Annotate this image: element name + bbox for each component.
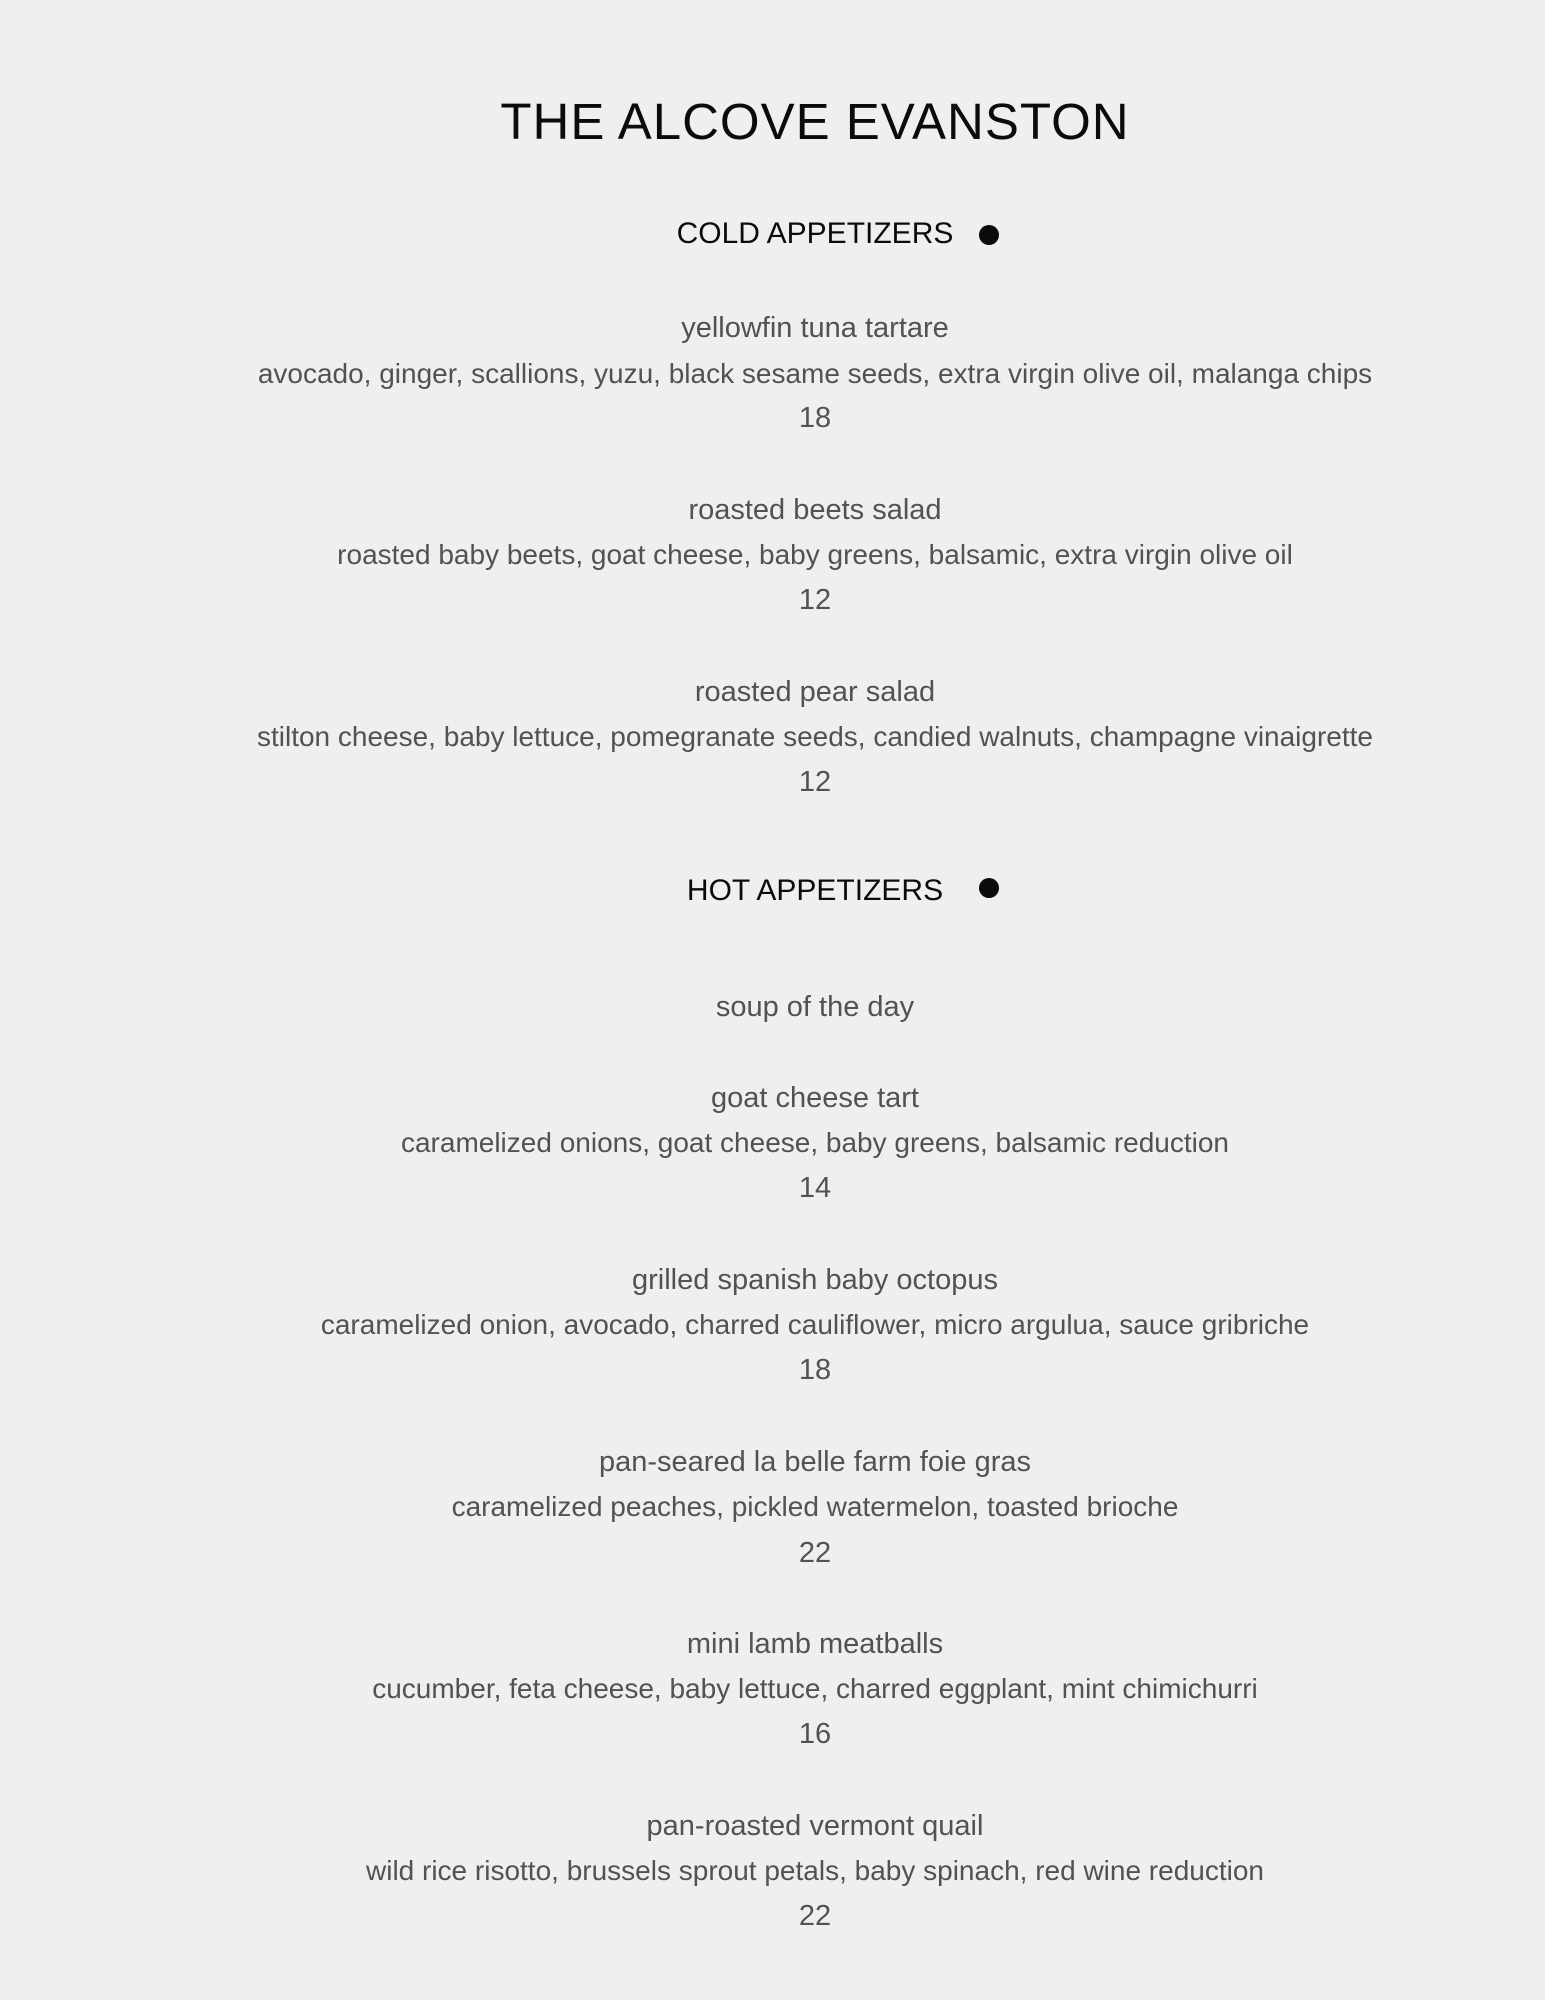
- menu-item-description: caramelized peaches, pickled watermelon, toasted brioche: [451, 1491, 1179, 1522]
- bullet-dot-icon: [979, 878, 999, 898]
- menu-item-name: mini lamb meatballs: [686, 1628, 944, 1660]
- section-heading-cold-appetizers: COLD APPETIZERS: [676, 217, 954, 250]
- menu-item-description: roasted baby beets, goat cheese, baby greens, balsamic, extra virgin olive oil: [337, 539, 1293, 570]
- menu-item-description: avocado, ginger, scallions, yuzu, black sesame seeds, extra virgin olive oil, malanga chips: [257, 358, 1373, 389]
- menu-item-description: cucumber, feta cheese, baby lettuce, charred eggplant, mint chimichurri: [372, 1673, 1258, 1704]
- menu-item-name: yellowfin tuna tartare: [681, 312, 949, 344]
- menu-item-price: 18: [798, 1354, 832, 1386]
- menu-item-price: 22: [798, 1537, 832, 1569]
- menu-item-price: 18: [798, 402, 832, 434]
- menu-item-name: pan-roasted vermont quail: [646, 1810, 984, 1842]
- menu-item-price: 12: [798, 584, 832, 616]
- bullet-dot-icon: [979, 225, 999, 245]
- menu-item-name: roasted pear salad: [694, 676, 936, 708]
- menu-item-name: goat cheese tart: [711, 1082, 919, 1114]
- section-heading-hot-appetizers: HOT APPETIZERS: [686, 874, 944, 907]
- menu-item-description: stilton cheese, baby lettuce, pomegranate seeds, candied walnuts, champagne vinaigrette: [256, 721, 1374, 752]
- menu-item-name: grilled spanish baby octopus: [632, 1264, 998, 1296]
- menu-item-description: caramelized onion, avocado, charred cauliflower, micro argulua, sauce gribriche: [320, 1309, 1310, 1340]
- menu-item-name: pan-seared la belle farm foie gras: [598, 1446, 1031, 1478]
- menu-item-name: soup of the day: [715, 991, 915, 1023]
- menu-item-price: 22: [798, 1900, 832, 1932]
- menu-item-description: caramelized onions, goat cheese, baby greens, balsamic reduction: [400, 1127, 1230, 1158]
- menu-item-description: wild rice risotto, brussels sprout petals, baby spinach, red wine reduction: [366, 1855, 1264, 1886]
- menu-item-price: 14: [798, 1172, 832, 1204]
- menu-title: THE ALCOVE EVANSTON: [500, 93, 1130, 150]
- menu-item-price: 12: [798, 766, 832, 798]
- menu-item-price: 16: [798, 1718, 832, 1750]
- menu-item-name: roasted beets salad: [688, 494, 942, 526]
